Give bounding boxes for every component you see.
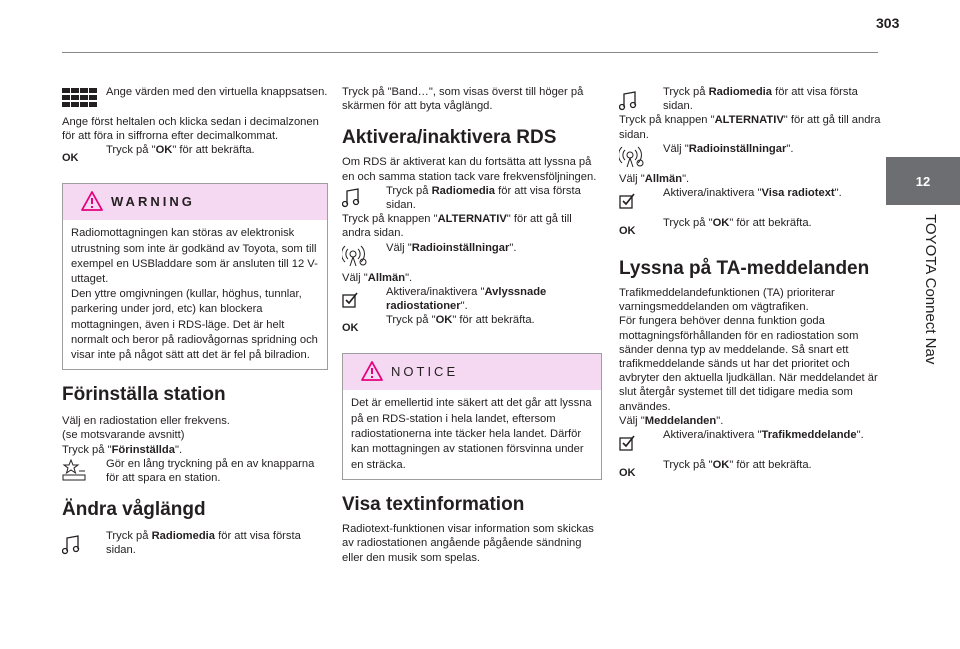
rds-p4-pre: Välj " bbox=[386, 241, 412, 254]
rds-p7-pre: Tryck på " bbox=[386, 314, 436, 327]
rds-text-1: Om RDS är aktiverat kan du fortsätta att lyssna på en och samma station tack vare frekvensföljningen. bbox=[342, 156, 597, 183]
warning-body: Radiomottagningen kan störas av elektronisk utrustning som inte är godkänd av Toyota, som till exempel en USBladdare som är ansluten till 12 V-uttaget. Den yttre omgivningen (kullar, höghus, tunnlar, parkering under jord, etc) kan blockera mottagningen, även i RDS-läge. Det är helt normalt och beror på radiovågornas spridning och visar inte på något sätt att det är fel på bilradion. bbox=[71, 227, 318, 362]
ta-p3-bold: Trafikmeddelande bbox=[761, 429, 857, 442]
rds-p2-pre: Tryck på bbox=[386, 184, 432, 197]
c3-p5-pre: Aktivera/inaktivera " bbox=[663, 187, 762, 200]
rds-step-radiomedia bbox=[342, 184, 602, 212]
radio-settings-icon bbox=[619, 144, 645, 168]
ok-icon: OK bbox=[619, 467, 636, 480]
ta-heading: Lyssna på TA-meddelanden bbox=[619, 258, 870, 280]
confirm-post: " för att bekräfta. bbox=[172, 144, 255, 157]
rds-heading: Aktivera/inaktivera RDS bbox=[342, 127, 557, 149]
warning-triangle-icon bbox=[361, 361, 383, 381]
checkbox-icon bbox=[342, 291, 360, 309]
band-p1-post: för att visa första sidan. bbox=[106, 530, 301, 557]
c3-p6-pre: Tryck på " bbox=[663, 217, 713, 230]
rds-text-3 bbox=[342, 212, 602, 240]
band-p1-bold: Radiomedia bbox=[151, 530, 216, 543]
rds-p3-post: " för att gå till andra sidan. bbox=[342, 213, 572, 240]
c3-p2-pre: Tryck på knappen " bbox=[619, 114, 715, 127]
ta-step-toggle bbox=[619, 428, 881, 458]
warning-header bbox=[63, 184, 327, 220]
c3-text-2 bbox=[619, 113, 881, 141]
keypad-step bbox=[62, 85, 328, 115]
ta-p3-pre: Aktivera/inaktivera " bbox=[663, 429, 762, 442]
rds-p3-bold: ALTERNATIV bbox=[437, 213, 507, 226]
rds-p2-bold: Radiomedia bbox=[431, 184, 496, 197]
ta-text-1: Trafikmeddelandefunktionen (TA) prioriterar varningsmeddelanden om vägtrafiken. För fungera behöver denna funktion goda mottagningsförhållanden för en radiostation som sänder denna typ av meddelande. Så snart ett trafikmeddelande sänds ut har det prioritet och avbryter den aktuella ljudkällan. När meddelandet är slut återgår systemet till det tidigare media som användes. bbox=[619, 287, 878, 413]
c3-p5-post: ". bbox=[834, 187, 842, 200]
c3-step-radiomedia bbox=[619, 85, 881, 113]
text-info-body: Radiotext-funktionen visar information som skickas av radiostationen angående pågående sändning eller den musik som spelas. bbox=[342, 523, 594, 564]
rds-p3-pre: Tryck på knappen " bbox=[342, 213, 438, 226]
music-note-icon bbox=[619, 91, 637, 111]
c3-step-confirm bbox=[619, 216, 881, 240]
ok-icon: OK bbox=[342, 322, 359, 335]
c3-p4-bold: Allmän bbox=[644, 172, 683, 185]
preset-p3-post: ". bbox=[174, 443, 183, 456]
c3-p1-post: för att visa första sidan. bbox=[663, 86, 858, 113]
enter-integer-text: Ange först heltalen och klicka sedan i decimalzonen för att föra in siffrorna efter decimalkommat. bbox=[62, 116, 319, 143]
band-p1-pre: Tryck på bbox=[106, 530, 152, 543]
preset-text-3 bbox=[62, 443, 328, 457]
confirm-step bbox=[62, 143, 328, 167]
rds-p4-bold: Radioinställningar bbox=[411, 241, 510, 254]
preset-p3-bold: Förinställda bbox=[111, 443, 175, 456]
ta-p4-pre: Tryck på " bbox=[663, 459, 713, 472]
music-note-icon bbox=[342, 188, 360, 208]
rds-p6-pre: Aktivera/inaktivera " bbox=[386, 285, 485, 298]
rds-p6-post: ". bbox=[460, 300, 468, 313]
header-rule bbox=[62, 52, 878, 53]
preset-p3-pre: Tryck på " bbox=[62, 443, 112, 456]
c3-p1-pre: Tryck på bbox=[663, 86, 709, 98]
confirm-pre: Tryck på " bbox=[106, 144, 156, 157]
notice-header bbox=[343, 354, 601, 390]
warning-box bbox=[62, 183, 328, 370]
c3-p1-bold: Radiomedia bbox=[708, 86, 773, 98]
ta-text-2 bbox=[619, 414, 881, 428]
c3-p6-bold: OK bbox=[712, 217, 730, 230]
preset-text-1: Välj en radiostation eller frekvens. bbox=[62, 415, 230, 428]
radio-settings-icon bbox=[342, 243, 368, 267]
band-heading: Ändra våglängd bbox=[62, 499, 206, 521]
ta-p4-post: " för att bekräfta. bbox=[729, 459, 812, 472]
band-text: Tryck på "Band…", som visas överst till höger på skärmen för att byta våglängd. bbox=[342, 86, 584, 113]
c3-p2-post: " för att gå till andra sidan. bbox=[619, 114, 881, 141]
star-preset-icon bbox=[62, 459, 88, 481]
rds-text-5 bbox=[342, 271, 602, 285]
rds-p5-pre: Välj " bbox=[342, 271, 368, 284]
c3-p4-pre: Välj " bbox=[619, 172, 645, 185]
ta-step-confirm bbox=[619, 458, 881, 482]
keypad-text: Ange värden med den virtuella knappsatsen. bbox=[106, 86, 328, 98]
preset-long-press-step bbox=[62, 457, 328, 485]
music-note-icon bbox=[62, 535, 80, 555]
rds-p7-bold: OK bbox=[435, 314, 453, 327]
preset-heading: Förinställa station bbox=[62, 384, 226, 406]
rds-p2-post: för att visa första sidan. bbox=[386, 184, 581, 212]
preset-text-2: (se motsvarande avsnitt) bbox=[62, 429, 185, 442]
rds-p5-post: ". bbox=[405, 271, 413, 284]
ta-p2-post: ". bbox=[716, 414, 724, 427]
chapter-tab[interactable]: 12 bbox=[886, 157, 960, 205]
c3-p4-post: ". bbox=[682, 172, 690, 185]
rds-section bbox=[342, 155, 602, 337]
checkbox-icon bbox=[619, 434, 637, 452]
c3-p3-pre: Välj " bbox=[663, 142, 689, 155]
text-info-heading: Visa textinformation bbox=[342, 494, 525, 516]
ta-p4-bold: OK bbox=[712, 459, 730, 472]
c3-text-4 bbox=[619, 172, 881, 186]
c3-step-settings bbox=[619, 142, 881, 172]
rds-p6-bold: Avlyssnade radiostationer bbox=[386, 285, 547, 313]
rds-p5-bold: Allmän bbox=[367, 271, 406, 284]
notice-body: Det är emellertid inte säkert att det går att lyssna på en RDS-station i hela landet, eftersom radiostationerna inte täcker hela landet. Därför kan mottagningen av stationen försvinna under en sträcka. bbox=[351, 397, 592, 471]
ok-icon: OK bbox=[619, 225, 636, 238]
c3-p5-bold: Visa radiotext bbox=[761, 187, 835, 200]
warning-title: WARNING bbox=[111, 194, 195, 210]
keypad-icon bbox=[62, 87, 98, 109]
ok-icon: OK bbox=[62, 152, 79, 165]
column-2 bbox=[342, 85, 602, 565]
page-number: 303 bbox=[876, 15, 900, 31]
c3-step-toggle bbox=[619, 186, 881, 216]
notice-box bbox=[342, 353, 602, 480]
rds-step-confirm bbox=[342, 313, 602, 337]
notice-title: NOTICE bbox=[391, 364, 459, 380]
c3-p6-post: " för att bekräfta. bbox=[729, 217, 812, 230]
preset-section bbox=[62, 414, 328, 485]
ta-p3-post: ". bbox=[856, 429, 864, 442]
rds-p7-post: " för att bekräfta. bbox=[452, 314, 535, 327]
chapter-title: TOYOTA Connect Nav bbox=[922, 214, 939, 365]
c3-p2-bold: ALTERNATIV bbox=[714, 114, 784, 127]
rds-p4-post: ". bbox=[509, 241, 517, 254]
warning-triangle-icon bbox=[81, 191, 103, 211]
column-3 bbox=[619, 85, 881, 482]
ta-p2-pre: Välj " bbox=[619, 414, 645, 427]
checkbox-icon bbox=[619, 192, 637, 210]
ta-p2-bold: Meddelanden bbox=[644, 414, 717, 427]
c3-p3-bold: Radioinställningar bbox=[688, 142, 787, 155]
band-step bbox=[62, 529, 328, 557]
column-1 bbox=[62, 85, 328, 558]
preset-text-4: Gör en lång tryckning på en av knapparna för att spara en station. bbox=[106, 457, 315, 485]
rds-step-settings bbox=[342, 241, 602, 271]
c3-p3-post: ". bbox=[786, 142, 794, 155]
confirm-bold: OK bbox=[155, 144, 173, 157]
rds-step-toggle bbox=[342, 285, 602, 313]
